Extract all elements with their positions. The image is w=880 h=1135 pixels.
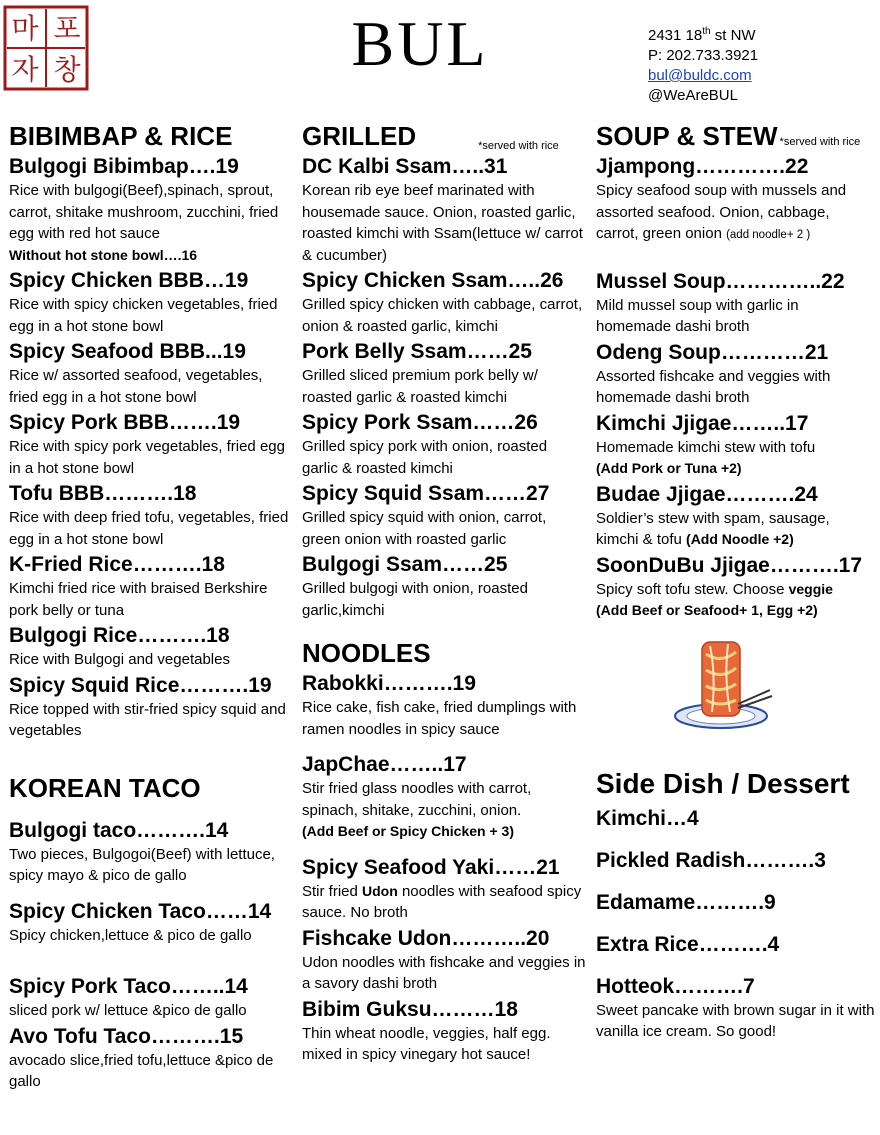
menu-item-desc: Korean rib eye beef marinated with housemade sauce. Onion, roasted garlic, roasted kimchi with Ssam(lettuce w/ carrot & cucumber)	[302, 182, 583, 264]
menu-item-name: Spicy Chicken Ssam…..26	[302, 269, 564, 292]
menu-item-desc: Grilled bulgogi with onion, roasted garlic,kimchi	[302, 580, 528, 619]
section-title-noodles: NOODLES	[302, 638, 431, 668]
menu-item-desc: Rice with Bulgogi and vegetables	[9, 651, 230, 668]
menu-item-name: Edamame……….9	[596, 890, 776, 914]
menu-item-name: Bulgogi Rice……….18	[9, 624, 230, 647]
menu-item-desc: Grilled sliced premium pork belly w/ roasted garlic & roasted kimchi	[302, 367, 538, 406]
menu-item-name: Odeng Soup…………21	[596, 340, 829, 364]
menu-item-name: Mussel Soup…………..22	[596, 269, 845, 293]
logo-char: 포	[53, 12, 81, 45]
menu-item-desc: Grilled spicy chicken with cabbage, carrot, onion & roasted garlic, kimchi	[302, 296, 583, 335]
column-left	[9, 120, 294, 1093]
section-title-grilled: GRILLED $^{*served with rice}$	[302, 121, 559, 152]
social-handle: @WeAreBUL	[648, 87, 738, 104]
column-right	[596, 120, 876, 1043]
menu-item-name: Rabokki……….19	[302, 672, 476, 695]
menu-item-desc: Stir fried Udon noodles with seafood spicy sauce. No broth	[302, 882, 582, 921]
menu-item-name: Bulgogi Ssam……25	[302, 553, 508, 576]
menu-item-name: JapChae……..17	[302, 753, 467, 776]
menu-item-desc: Homemade kimchi stew with tofu (Add Pork or Tuna +2)	[596, 438, 816, 476]
contact-block	[648, 22, 758, 106]
menu-item-name: Hotteok……….7	[596, 974, 755, 998]
menu-item-name: DC Kalbi Ssam…..31	[302, 155, 508, 178]
menu-item-desc: Stir fried glass noodles with carrot, spinach, shitake, zucchini, onion. (Add Beef or Spicy Chicken + 3)	[302, 780, 532, 839]
menu-item-desc: Rice with bulgogi(Beef),spinach, sprout, carrot, shitake mushroom, zucchini, fried egg with red hot sauce Without hot stone bowl….16	[9, 182, 279, 263]
menu-item-name: Spicy Seafood Yaki……21	[302, 855, 560, 879]
menu-item-name: K-Fried Rice……….18	[9, 553, 225, 576]
menu-item-desc: Soldier’s stew with spam, sausage, kimchi & tofu (Add Noodle +2)	[596, 509, 830, 548]
menu-item-name: Spicy Pork Taco……..14	[9, 975, 248, 998]
menu-item-name: Spicy Squid Rice……….19	[9, 673, 272, 697]
menu-item-name: Spicy Pork Ssam……26	[302, 411, 538, 434]
menu-item-desc: Thin wheat noodle, veggies, half egg. mixed in spicy vinegary hot sauce!	[302, 1024, 551, 1063]
phone: P: 202.733.3921	[648, 47, 759, 64]
section-title-taco: KOREAN TACO	[9, 772, 201, 803]
menu-item-name: Extra Rice……….4	[596, 932, 780, 956]
menu-item-name: SoonDuBu Jjigae……….17	[596, 553, 863, 577]
served-with-rice-note: *served with rice	[779, 136, 861, 148]
menu-item-name: Spicy Pork BBB…….19	[9, 411, 241, 434]
menu-item-desc: Udon noodles with fishcake and veggies in a savory dashi broth	[302, 953, 586, 992]
menu-item-desc: Rice w/ assorted seafood, vegetables, fried egg in a hot stone bowl	[9, 367, 263, 406]
menu-item-name: Budae Jjigae……….24	[596, 482, 818, 506]
menu-item-desc: Assorted fishcake and veggies with homemade dashi broth	[596, 367, 831, 406]
logo-char: 자	[11, 53, 39, 86]
menu-item-desc: Grilled spicy squid with onion, carrot, green onion with roasted garlic	[302, 509, 547, 548]
menu-item-desc: Kimchi fried rice with braised Berkshire pork belly or tuna	[9, 580, 268, 619]
menu-item-desc: Mild mussel soup with garlic in homemade dashi broth	[596, 296, 799, 335]
menu-item-name: Bulgogi Bibimbap….19	[9, 155, 239, 178]
column-middle	[302, 120, 587, 1066]
section-title-bibimbap: BIBIMBAP & RICE	[9, 121, 233, 151]
restaurant-name: BUL	[351, 8, 489, 79]
kimchi-jar-illustration	[666, 634, 776, 734]
menu-item-desc: Rice with spicy pork vegetables, fried egg in a hot stone bowl	[9, 438, 285, 477]
menu-item-desc: Spicy seafood soup with mussels and assorted seafood. Onion, cabbage, carrot, green onion (add noodle+ 2 )	[596, 182, 847, 242]
menu-item-name: Fishcake Udon………..20	[302, 926, 550, 950]
served-with-rice-note: *served with rice	[478, 140, 559, 152]
email-link[interactable]: bul@buldc.com	[648, 67, 752, 84]
menu-item-name: Kimchi…4	[596, 806, 699, 830]
menu-item-desc: Sweet pancake with brown sugar in it with vanilla ice cream. So good!	[596, 1001, 875, 1040]
menu-item-name: Spicy Chicken BBB…19	[9, 269, 249, 292]
menu-item-desc: sliced pork w/ lettuce &pico de gallo	[9, 1002, 247, 1019]
section-title-soup: SOUP & STEW $^{*served with rice}$	[596, 121, 861, 151]
menu-item-name: Pickled Radish……….3	[596, 848, 826, 872]
restaurant-seal-logo	[3, 5, 89, 91]
menu-item-desc: Rice topped with stir-fried spicy squid and vegetables	[9, 700, 286, 739]
address: 2431 18th st NW	[648, 26, 756, 44]
menu-item-name: Pork Belly Ssam……25	[302, 340, 532, 363]
menu-item-desc: Spicy chicken,lettuce & pico de gallo	[9, 926, 252, 944]
menu-item-desc: Rice with spicy chicken vegetables, fried egg in a hot stone bowl	[9, 296, 278, 335]
menu-item-desc: Grilled spicy pork with onion, roasted garlic & roasted kimchi	[302, 438, 548, 477]
menu-item-name: Bulgogi taco……….14	[9, 818, 229, 842]
section-title-side-dish: Side Dish / Dessert	[596, 767, 850, 799]
logo-char: 마	[11, 12, 39, 45]
menu-item-name: Tofu BBB……….18	[9, 482, 197, 505]
menu-item-desc: Rice cake, fish cake, fried dumplings with ramen noodles in spicy sauce	[302, 699, 577, 738]
menu-item-name: Avo Tofu Taco……….15	[9, 1024, 244, 1048]
menu-item-desc: Two pieces, Bulgogoi(Beef) with lettuce, spicy mayo & pico de gallo	[9, 845, 275, 884]
menu-item-name: Kimchi Jjigae……..17	[596, 411, 809, 435]
menu-item-desc: avocado slice,fried tofu,lettuce &pico de gallo	[9, 1051, 274, 1090]
menu-item-desc: Spicy soft tofu stew. Choose veggie (Add Beef or Seafood+ 1, Egg +2)	[596, 580, 833, 618]
menu-item-name: Spicy Chicken Taco……14	[9, 899, 272, 923]
menu-item-desc: Rice with deep fried tofu, vegetables, fried egg in a hot stone bowl	[9, 509, 289, 548]
menu-item-name: Spicy Squid Ssam……27	[302, 482, 550, 505]
menu-item-name: Jjampong………….22	[596, 155, 809, 178]
menu-item-name: Spicy Seafood BBB...19	[9, 340, 246, 363]
logo-char: 창	[53, 53, 81, 86]
menu-item-name: Bibim Guksu………18	[302, 997, 518, 1021]
